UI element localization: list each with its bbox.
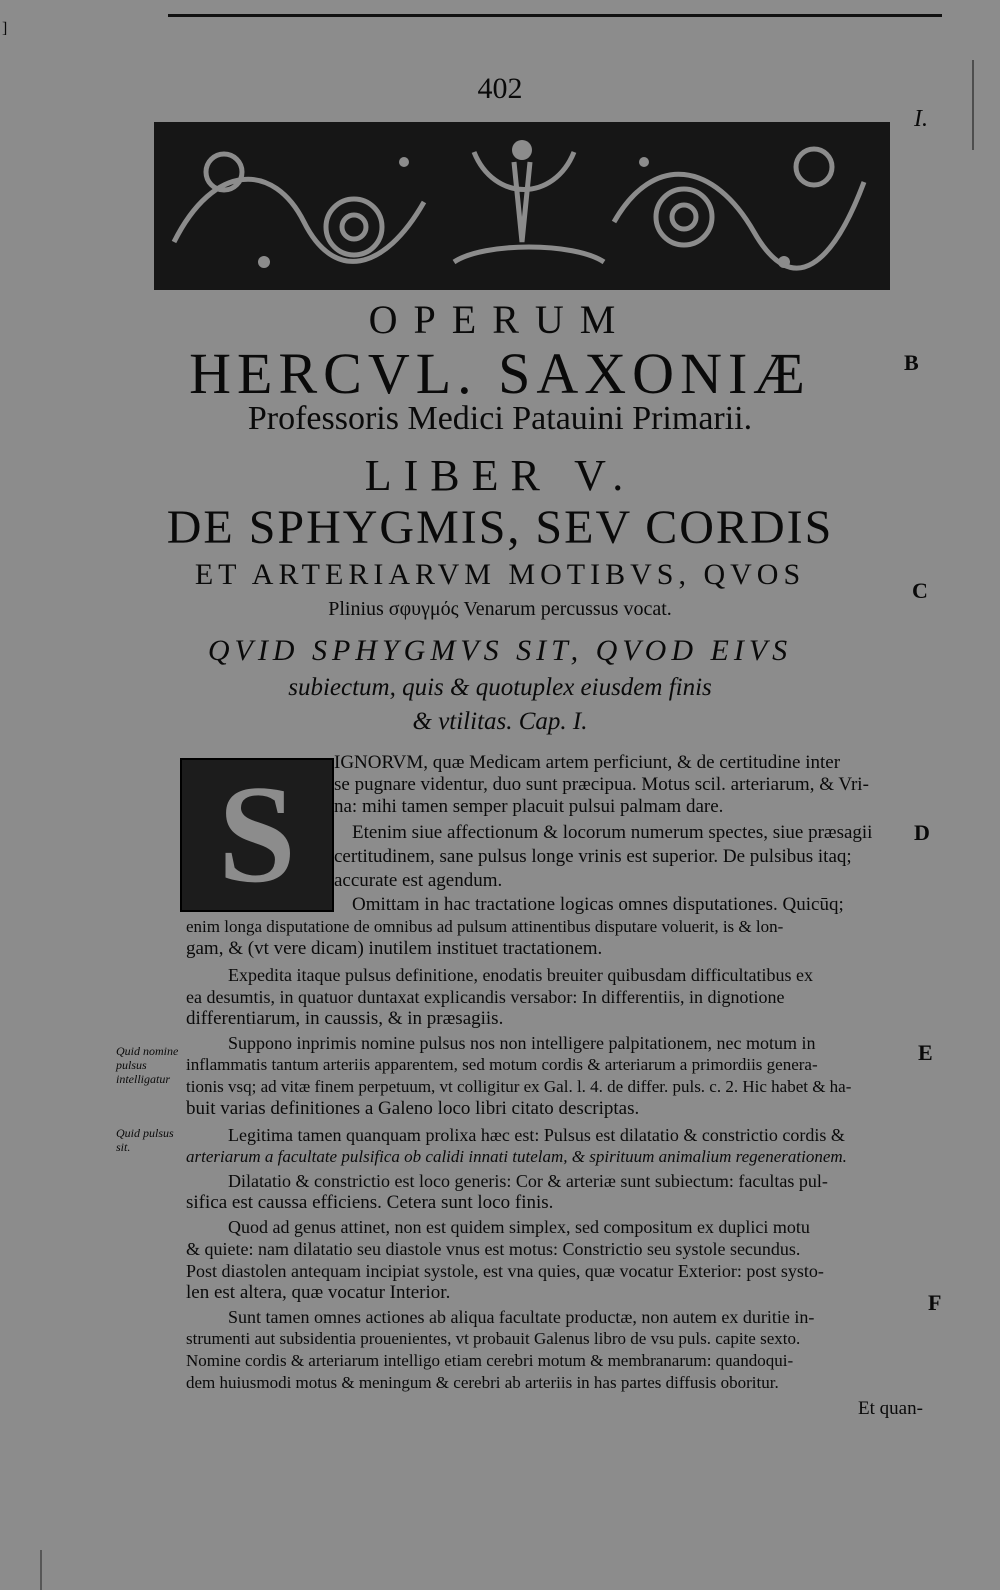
text-line: sifica est caussa efficiens. Cetera sunt loco finis. [186,1192,554,1213]
title-author: HERCVL. SAXONIÆ [189,341,811,406]
text-line: Etenim siue affectionum & locorum numerum spectes, siue præsagii [352,822,873,843]
text-line: tionis vsq; ad vitæ finem perpetuum, vt colligitur ex Gal. l. 4. de differ. puls. c. 2. Hic habet & ha- [186,1077,852,1096]
text-line: Post diastolen antequam incipiat systole, est vna quies, quæ vocatur Exterior: post systo- [186,1261,824,1281]
margin-letter-f: F [928,1290,942,1315]
text-line: Nomine cordis & arteriarum intelligo etiam cerebri motum & membranarum: quandoqui- [186,1351,794,1370]
text-line: accurate est agendum. [334,870,503,891]
text-line: Sunt tamen omnes actiones ab aliqua facultate productæ, non autem ex duritie in- [228,1307,815,1327]
margin-letter-c: C [912,578,928,603]
decorated-initial [180,758,334,912]
margin-letter-d: D [914,820,930,845]
text-line: Expedita itaque pulsus definitione, enodatis breuiter quibusdam difficultatibus ex [228,965,814,985]
margin-top-mark: I. [914,106,928,132]
text-line: buit varias definitiones a Galeno loco libri citato descriptas. [186,1098,640,1119]
title-topic-1: DE SPHYGMIS, SEV CORDIS [166,501,834,554]
title-topic-2: ET ARTERIARVM MOTIBVS, QVOS [194,558,806,591]
catchword: Et quan- [858,1398,923,1419]
decorative-headpiece [154,122,890,290]
text-line: na: mihi tamen semper placuit pulsui palmam dare. [334,796,724,817]
text-line: certitudinem, sane pulsus longe vrinis est superior. De pulsibus itaq; [334,846,852,867]
title-topic-3: Plinius σφυγμός Venarum percussus vocat. [328,598,672,620]
text-line: & quiete: nam dilatatio seu diastole vnus est motus: Constrictio seu systole secundus. [186,1239,801,1259]
initial-letter: S [218,757,296,912]
text-line: IGNORVM, quæ Medicam artem perficiunt, & de certitudine inter [334,752,841,773]
text-line: ea desumtis, in quatuor duntaxat explicandis versabor: In differentiis, in dignotione [186,987,785,1007]
chapter-heading-3: & vtilitas. Cap. I. [412,708,588,735]
marginal-note: Quid nomine pulsus intelligatur [116,1044,179,1086]
title-book: LIBER V. [364,451,636,500]
text-line: Legitima tamen quanquam prolixa hæc est: Pulsus est dilatatio & constrictio cordis & [228,1125,845,1145]
margin-letter-e: E [918,1040,933,1065]
margin-letter-b: B [904,350,919,375]
title-subtitle: Professoris Medici Patauini Primarii. [247,400,753,437]
text-line: gam, & (vt vere dicam) inutilem instituet tractationem. [186,938,603,959]
marginal-note: Quid pulsus sit. [116,1126,174,1154]
text-line: len est altera, quæ vocatur Interior. [186,1282,451,1303]
page-number: 402 [477,72,523,105]
edge-mark [40,1550,42,1590]
text-line: se pugnare videntur, duo sunt præcipua. Motus scil. arteriarum, & Vri- [334,774,869,795]
text-line: differentiarum, in caussis, & in præsagiis. [186,1008,504,1029]
text-line: Omittam in hac tractatione logicas omnes disputationes. Quicūq; [352,894,844,915]
text-line: enim longa disputatione de omnibus ad pulsum attinentibus disputare voluerit, is & lon- [186,917,784,936]
text-line: Dilatatio & constrictio est loco generis: Cor & arteriæ sunt subiectum: facultas pul- [228,1171,828,1191]
corner-mark: ] [2,20,8,37]
top-rule [168,14,942,17]
chapter-heading-1: QVID SPHYGMVS SIT, QVOD EIVS [207,634,793,667]
chapter-heading-2: subiectum, quis & quotuplex eiusdem finis [288,674,712,701]
text-line: arteriarum a facultate pulsifica ob calidi innati tutelam, & spirituum animalium regenerationem. [186,1147,847,1166]
text-line: strumenti aut subsidentia prouenientes, vt probauit Galenus libro de vsu puls. capite sexto. [186,1329,801,1348]
text-line: Quod ad genus attinet, non est quidem simplex, sed compositum ex duplici motu [228,1217,810,1237]
title-line-1: OPERUM [368,297,632,342]
text-line: inflammatis tantum arteriis apparentem, sed motum cordis & arteriarum a primordiis genera- [186,1055,818,1074]
text-line: Suppono inprimis nomine pulsus nos non intelligere palpitationem, nec motum in [228,1033,816,1053]
text-line: dem huiusmodi motus & meningum & cerebri ab arteriis in has partes diffusis oboritur. [186,1373,779,1392]
